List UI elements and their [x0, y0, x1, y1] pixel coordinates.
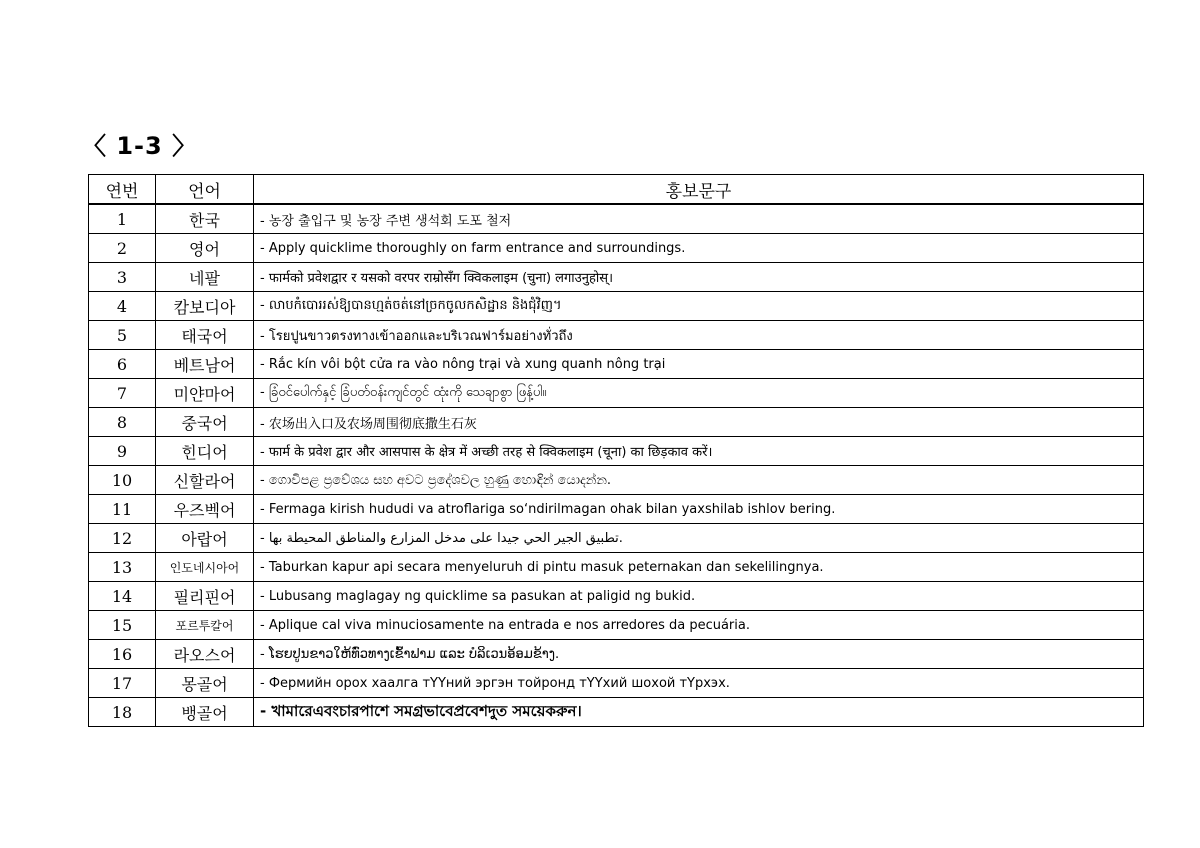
row-language: 포르투칼어	[156, 611, 254, 640]
row-slogan: - ခြံဝင်ပေါက်နှင့် ခြံပတ်ဝန်းကျင်တွင် ထုံးကို သေချာစွာ ဖြန့်ပါ။	[254, 379, 1144, 408]
row-slogan: - โรยปูนขาวตรงทางเข้าออกและบริเวณฟาร์มอย่างทั่วถึง	[254, 321, 1144, 350]
header-language: 언어	[156, 175, 254, 205]
table-row	[89, 524, 1144, 553]
row-slogan: - 农场出入口及农场周围彻底撒生石灰	[254, 408, 1144, 437]
row-slogan: - Apply quicklime thoroughly on farm entrance and surroundings.	[254, 234, 1144, 263]
row-language: 미얀마어	[156, 379, 254, 408]
row-language: 신할라어	[156, 466, 254, 495]
row-language: 몽골어	[156, 669, 254, 698]
row-number: 5	[89, 321, 156, 350]
row-language: 필리핀어	[156, 582, 254, 611]
section-title: 〈 1-3 〉	[82, 132, 198, 160]
row-language: 뱅골어	[156, 698, 254, 727]
row-slogan: - Aplique cal viva minuciosamente na entrada e nos arredores da pecuária.	[254, 611, 1144, 640]
table-row	[89, 495, 1144, 524]
row-language: 네팔	[156, 263, 254, 292]
header-no: 연번	[89, 175, 156, 205]
table-row	[89, 698, 1144, 727]
row-slogan: - Rắc kín vôi bột cửa ra vào nông trại và xung quanh nông trại	[254, 350, 1144, 379]
row-language: 영어	[156, 234, 254, 263]
table-row	[89, 669, 1144, 698]
row-slogan: - फार्मको प्रवेशद्वार र यसको वरपर राम्रोसँग क्विकलाइम (चुना) लगाउनुहोस्।	[254, 263, 1144, 292]
row-slogan: - 농장 출입구 및 농장 주변 생석회 도포 철저	[254, 204, 1144, 234]
row-number: 13	[89, 553, 156, 582]
row-number: 3	[89, 263, 156, 292]
row-language: 우즈벡어	[156, 495, 254, 524]
table-row	[89, 321, 1144, 350]
table-row	[89, 553, 1144, 582]
row-number: 2	[89, 234, 156, 263]
row-number: 1	[89, 204, 156, 234]
row-number: 10	[89, 466, 156, 495]
table-row	[89, 292, 1144, 321]
row-language: 베트남어	[156, 350, 254, 379]
row-number: 7	[89, 379, 156, 408]
promo-slogan-table	[88, 174, 1144, 727]
row-language: 태국어	[156, 321, 254, 350]
row-language: 인도네시아어	[156, 553, 254, 582]
table-row	[89, 582, 1144, 611]
row-number: 17	[89, 669, 156, 698]
row-slogan: - খামারেএবংচারপাশে সমগ্রভাবেপ্রবেশদুত সময়েকরুন।	[254, 698, 1144, 727]
row-slogan: - លាបកំបោររស់ឱ្យបានហ្មត់ចត់នៅច្រកចូលកសិដ្ឋាន និងជុំវិញ។	[254, 292, 1144, 321]
table-row	[89, 204, 1144, 234]
table-header-row	[89, 175, 1144, 205]
row-number: 16	[89, 640, 156, 669]
table-row	[89, 611, 1144, 640]
row-number: 4	[89, 292, 156, 321]
row-language: 라오스어	[156, 640, 254, 669]
row-language: 캄보디아	[156, 292, 254, 321]
table-row	[89, 234, 1144, 263]
table-row	[89, 466, 1144, 495]
table-row	[89, 379, 1144, 408]
row-slogan: - Lubusang maglagay ng quicklime sa pasukan at paligid ng bukid.	[254, 582, 1144, 611]
row-language: 중국어	[156, 408, 254, 437]
row-language: 아랍어	[156, 524, 254, 553]
row-slogan: - ගොවිපළ ප්‍රවේශය සහ අවට ප්‍රදේශවල හුණු හොඳින් යොදන්න.	[254, 466, 1144, 495]
header-slogan: 홍보문구	[254, 175, 1144, 205]
row-number: 18	[89, 698, 156, 727]
row-number: 11	[89, 495, 156, 524]
row-slogan: - Fermaga kirish hududi va atroflariga so‘ndirilmagan ohak bilan yaxshilab ishlov bering.	[254, 495, 1144, 524]
row-slogan: - Taburkan kapur api secara menyeluruh di pintu masuk peternakan dan sekelilingnya.	[254, 553, 1144, 582]
row-number: 6	[89, 350, 156, 379]
row-language: 한국	[156, 204, 254, 234]
row-number: 14	[89, 582, 156, 611]
row-slogan: - फार्म के प्रवेश द्वार और आसपास के क्षेत्र में अच्छी तरह से क्विकलाइम (चूना) का छिड़काव करें।	[254, 437, 1144, 466]
row-language: 힌디어	[156, 437, 254, 466]
row-number: 12	[89, 524, 156, 553]
table-row	[89, 640, 1144, 669]
row-number: 15	[89, 611, 156, 640]
row-slogan: - ໂຮຍປູນຂາວໃຫ້ທົ່ວທາງເຂົ້າຟາມ ແລະ ບໍລິເວນອ້ອມຂ້າງ.	[254, 640, 1144, 669]
table-row	[89, 263, 1144, 292]
row-number: 9	[89, 437, 156, 466]
row-slogan: - تطبيق الجير الحي جيدا على مدخل المزارع والمناطق المحيطة بها.	[254, 524, 1144, 553]
table-row	[89, 350, 1144, 379]
table-row	[89, 437, 1144, 466]
row-number: 8	[89, 408, 156, 437]
row-slogan: - Фермийн орох хаалга тYYний эргэн тойронд тYYхий шохой тYрхэх.	[254, 669, 1144, 698]
table-row	[89, 408, 1144, 437]
